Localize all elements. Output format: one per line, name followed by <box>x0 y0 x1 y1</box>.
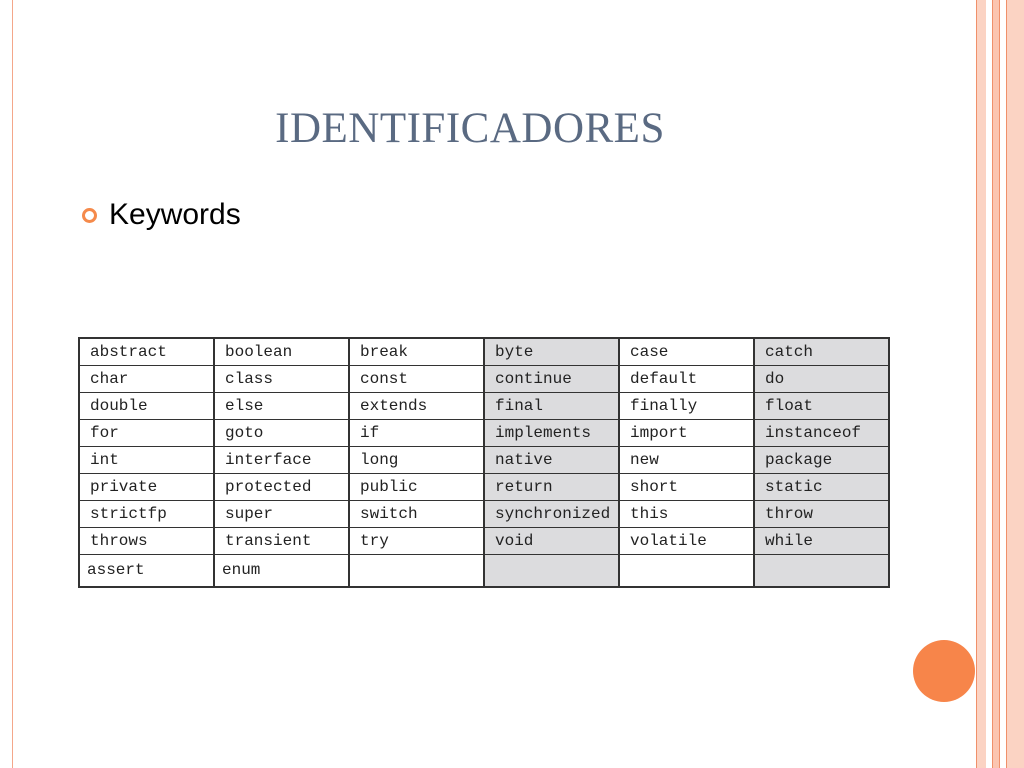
table-cell: new <box>619 446 754 473</box>
table-cell: volatile <box>619 527 754 554</box>
right-decorative-stripes <box>976 0 1024 768</box>
table-cell: assert <box>79 554 214 587</box>
table-cell <box>349 554 484 587</box>
table-cell: boolean <box>214 338 349 365</box>
table-cell: while <box>754 527 889 554</box>
table-cell: finally <box>619 392 754 419</box>
table-row <box>79 365 889 392</box>
table-cell: double <box>79 392 214 419</box>
table-cell: final <box>484 392 619 419</box>
table-row <box>79 473 889 500</box>
table-row <box>79 554 889 587</box>
table-cell: const <box>349 365 484 392</box>
table-row <box>79 527 889 554</box>
table-cell: continue <box>484 365 619 392</box>
table-cell: int <box>79 446 214 473</box>
table-cell: do <box>754 365 889 392</box>
table-row <box>79 338 889 365</box>
table-cell: try <box>349 527 484 554</box>
table-cell: interface <box>214 446 349 473</box>
table-cell: break <box>349 338 484 365</box>
table-cell: byte <box>484 338 619 365</box>
table-row <box>79 446 889 473</box>
table-cell <box>754 554 889 587</box>
table-cell <box>484 554 619 587</box>
table-cell: float <box>754 392 889 419</box>
table-cell: public <box>349 473 484 500</box>
table-cell: char <box>79 365 214 392</box>
table-cell: private <box>79 473 214 500</box>
table-cell: enum <box>214 554 349 587</box>
table-cell: switch <box>349 500 484 527</box>
bullet-text: Keywords <box>109 198 241 231</box>
table-cell: instanceof <box>754 419 889 446</box>
table-cell <box>619 554 754 587</box>
bullet-circle-icon <box>82 208 97 223</box>
table-cell: throws <box>79 527 214 554</box>
table-cell: super <box>214 500 349 527</box>
table-cell: protected <box>214 473 349 500</box>
table-cell: if <box>349 419 484 446</box>
table-cell: package <box>754 446 889 473</box>
table-cell: long <box>349 446 484 473</box>
table-row <box>79 419 889 446</box>
table-cell: transient <box>214 527 349 554</box>
table-cell: import <box>619 419 754 446</box>
table-cell: synchronized <box>484 500 619 527</box>
table-cell: static <box>754 473 889 500</box>
table-cell: extends <box>349 392 484 419</box>
table-cell: short <box>619 473 754 500</box>
table-cell: for <box>79 419 214 446</box>
keywords-table <box>78 337 890 588</box>
table-row <box>79 500 889 527</box>
table-cell: abstract <box>79 338 214 365</box>
table-row <box>79 392 889 419</box>
decorative-orange-circle <box>913 640 975 702</box>
table-cell: throw <box>754 500 889 527</box>
table-cell: default <box>619 365 754 392</box>
table-cell: case <box>619 338 754 365</box>
table-cell: return <box>484 473 619 500</box>
table-cell: goto <box>214 419 349 446</box>
table-cell: catch <box>754 338 889 365</box>
table-cell: strictfp <box>79 500 214 527</box>
table-cell: native <box>484 446 619 473</box>
table-cell: else <box>214 392 349 419</box>
table-cell: void <box>484 527 619 554</box>
table-cell: this <box>619 500 754 527</box>
table-cell: class <box>214 365 349 392</box>
slide-title: IDENTIFICADORES <box>275 105 665 152</box>
bullet-item <box>82 198 241 232</box>
table-cell: implements <box>484 419 619 446</box>
